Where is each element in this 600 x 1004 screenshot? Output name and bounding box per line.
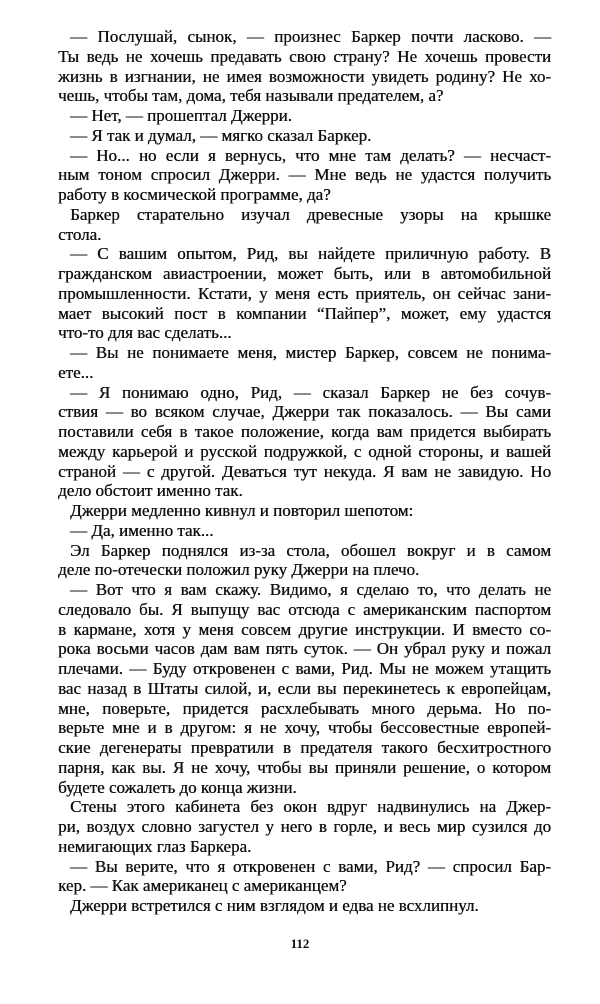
text-line: — Я так и думал, — мягко сказал Баркер. bbox=[70, 125, 372, 145]
text-line: ным тоном спросил Джерри. — Мне ведь не удастся получить bbox=[58, 165, 551, 185]
text-line: — Послушай, сынок, — произнес Баркер почти ласково. — bbox=[70, 27, 551, 46]
text-line: Ты ведь не хочешь предавать свою страну? Не хочешь провести bbox=[58, 46, 551, 66]
text-line: стола. bbox=[58, 224, 102, 244]
text-line: Стены этого кабинета без окон вдруг надвинулись на Джер- bbox=[70, 797, 551, 817]
text-line: в кармане, хотя у меня совсем другие инструкции. И вместо со- bbox=[58, 619, 551, 639]
text-line: поставили себя в такое положение, когда вам придется выбирать bbox=[58, 422, 551, 441]
text-line: немигающих глаз Баркера. bbox=[58, 836, 252, 856]
text-line: вас назад в Штаты силой, и, если вы перекинетесь к европейцам, bbox=[58, 678, 551, 698]
text-line: парня, как вы. Я не хочу, чтобы вы приняли решение, о котором bbox=[58, 757, 551, 777]
text-line: ствия — во всяком случае, Джерри так показалось. — Вы сами bbox=[58, 402, 551, 422]
text-line: кер. — Как американец с американцем? bbox=[58, 876, 347, 896]
page-number: 112 bbox=[290, 936, 310, 951]
text-line: ри, воздух словно загустел у него в горле, и весь мир сузился до bbox=[58, 817, 551, 836]
text-line: — Да, именно так... bbox=[70, 520, 214, 540]
text-line: — Я понимаю одно, Рид, — сказал Баркер не без сочув- bbox=[70, 382, 551, 402]
text-line: работу в космической программе, да? bbox=[58, 185, 331, 204]
text-line: — Но... но если я вернусь, что мне там делать? — несчаст- bbox=[70, 145, 551, 165]
text-line: верьте мне и в другом: я не хочу, чтобы бессовестные европей- bbox=[58, 718, 551, 738]
text-line: будете сожалеть до конца жизни. bbox=[58, 777, 297, 797]
text-line: плечами. — Буду откровенен с вами, Рид. Мы не можем утащить bbox=[58, 659, 551, 678]
text-line: ете... bbox=[58, 362, 94, 382]
text-line: дело обстоит именно так. bbox=[58, 481, 243, 501]
text-line: Эл Баркер поднялся из-за стола, обошел вокруг и в самом bbox=[70, 540, 551, 560]
text-line: между карьерой и русской подружкой, с одной стороны, и вашей bbox=[58, 441, 551, 461]
book-page-body bbox=[58, 27, 551, 916]
text-line: жизнь в изгнании, не имея возможности увидеть родину? Не хо- bbox=[58, 66, 551, 86]
text-line: Баркер старательно изучал древесные узоры на крышке bbox=[70, 204, 551, 224]
text-line: — Вот что я вам скажу. Видимо, я сделаю то, что делать не bbox=[70, 580, 551, 599]
text-line: мает высокий пост в компании “Пайпер”, может, ему удастся bbox=[58, 303, 551, 323]
text-line: — С вашим опытом, Рид, вы найдете приличную работу. В bbox=[70, 244, 551, 264]
text-line: — Вы верите, что я откровенен с вами, Рид? — спросил Бар- bbox=[70, 856, 551, 876]
text-line: рока восьми часов дам вам пять суток. — Он убрал руку и пожал bbox=[58, 639, 551, 659]
text-line: страной — с другой. Деваться тут некуда. Я вам не завидую. Но bbox=[58, 461, 551, 481]
text-line: что-то для вас сделать... bbox=[58, 323, 232, 343]
text-line: чешь, чтобы там, дома, тебя называли предателем, а? bbox=[58, 86, 444, 106]
text-line: ские дегенераты превратили в предателя такого бесхитростного bbox=[58, 738, 551, 757]
text-line: Джерри медленно кивнул и повторил шепотом: bbox=[70, 501, 414, 520]
text-line: — Нет, — прошептал Джерри. bbox=[70, 106, 292, 125]
text-line: Джерри встретился с ним взглядом и едва не всхлипнул. bbox=[70, 896, 479, 915]
text-line: промышленности. Кстати, у меня есть приятель, он сейчас зани- bbox=[58, 283, 551, 303]
text-line: следовало бы. Я выпущу вас отсюда с американским паспортом bbox=[58, 599, 551, 619]
text-line: гражданском авиастроении, может быть, или в автомобильной bbox=[58, 264, 551, 283]
text-line: деле по-отечески положил руку Джерри на плечо. bbox=[58, 560, 420, 580]
text-line: — Вы не понимаете меня, мистер Баркер, совсем не понима- bbox=[70, 343, 551, 362]
text-line: мне, поверьте, придется расхлебывать много дерьма. Но по- bbox=[58, 698, 551, 718]
